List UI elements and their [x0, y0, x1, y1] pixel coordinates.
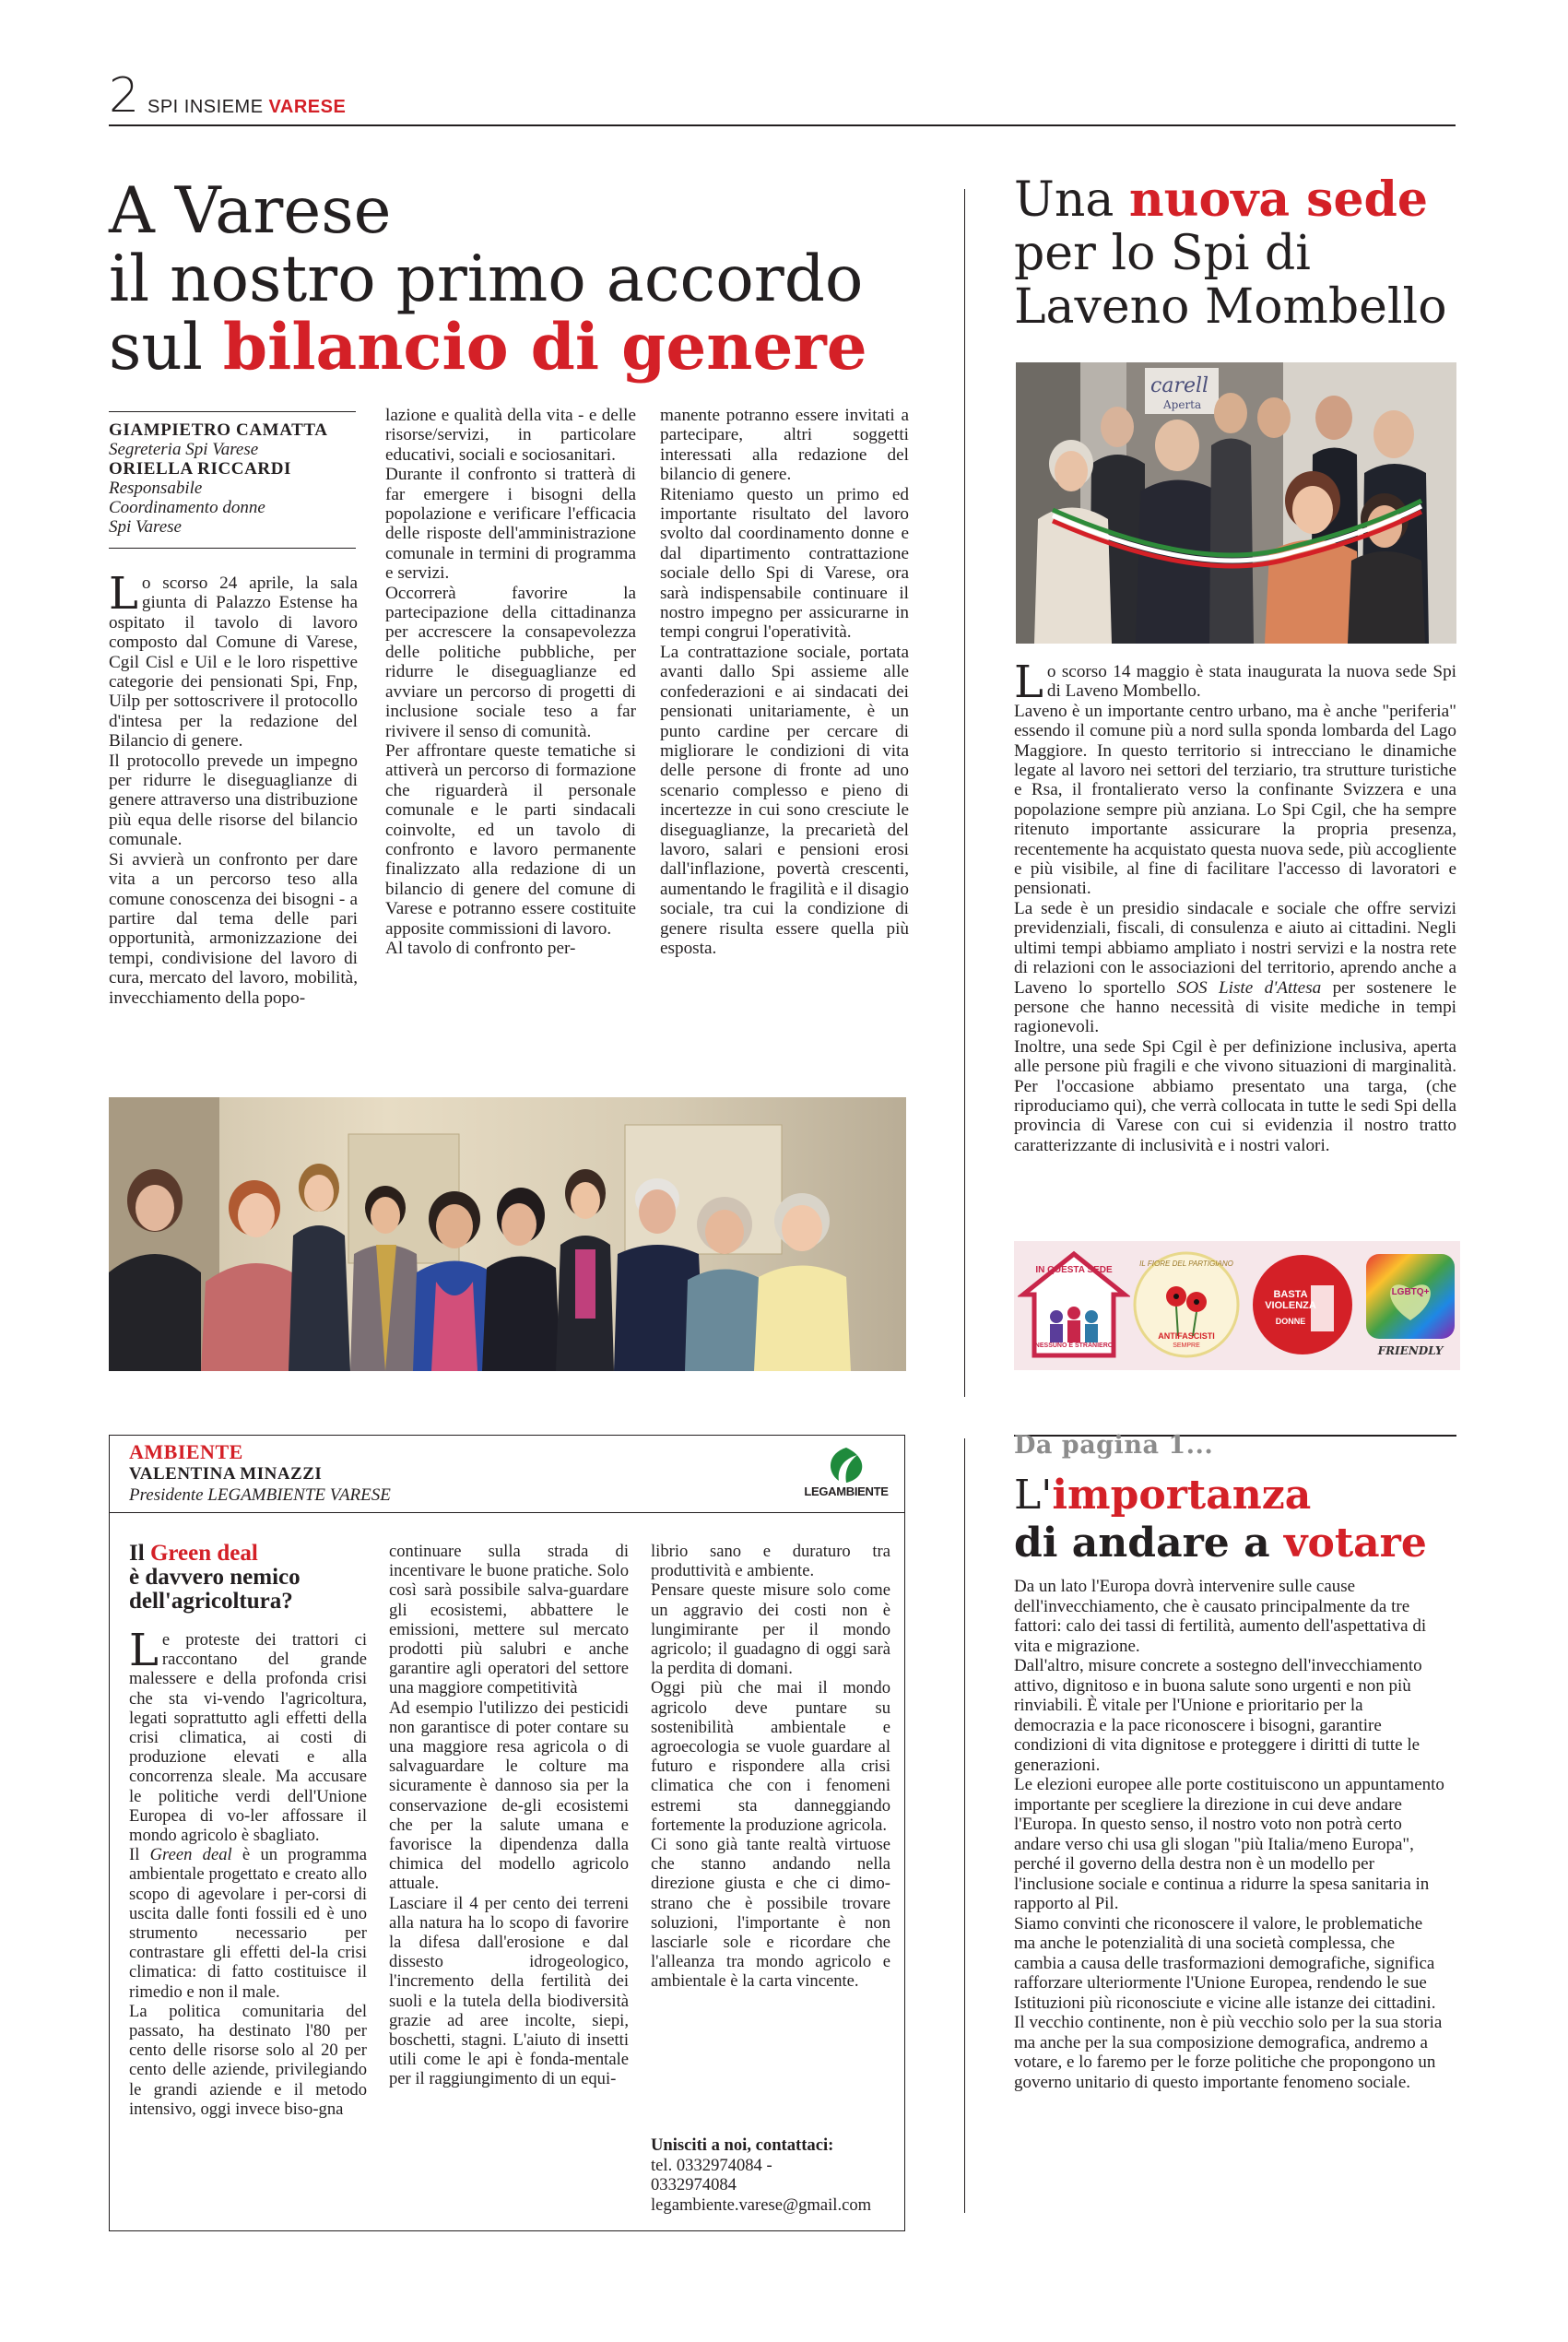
inauguration-photo: [1016, 362, 1456, 644]
paragraph: manente potranno essere invitati a partecipare, altri soggetti interessati alla redazione del bilancio di genere.: [660, 406, 909, 485]
paragraph: continuare sulla strada di incentivare le buone pratiche. Solo così sarà possibile salva-guardare gli ecosistemi, abbattere le emissioni, mettere sul mercato prodotti più salubri e anche garantire agli operatori del settore una maggiore competitività: [389, 1542, 629, 1698]
badge-basta-violenza: [1246, 1248, 1359, 1361]
paragraph: Siamo convinti che riconoscere il valore, le problematiche ma anche le potenzialità di una società complessa, che cambia a causa delle trasformazioni demografiche, significa rafforzare ulteriormente l'Unione Europea, rendendo le sue Istituzioni più riconosciute e vicine alle istanze dei cittadini.: [1014, 1913, 1436, 2013]
header-rule: [109, 124, 1456, 126]
importanza-headline-highlight: votare: [1283, 1520, 1427, 1567]
badge-text: IN QUESTA SEDE: [1035, 1265, 1113, 1275]
main-headline-highlight: bilancio di genere: [222, 310, 867, 384]
text-run: La sede è un presidio sindacale e sociale che offre servizi previdenziali, fiscali, di consulenza e aiuto ai cittadini. Negli ultimi tempi abbiamo ampliato i nostri servizi e la nostra rete di relazioni con le associazioni del territorio, aprendo anche a Laveno lo sportello: [1014, 898, 1456, 998]
ambiente-author-role: Presidente LEGAMBIENTE VARESE: [129, 1485, 391, 1505]
byline-rule-bottom: [109, 548, 356, 549]
svg-text:Aperta: Aperta: [1163, 398, 1202, 411]
page-number: 2: [109, 68, 140, 124]
author-role: Spi Varese: [109, 517, 182, 537]
badge-text: SEMPRE: [1173, 1343, 1200, 1349]
paragraph: Durante il confronto si tratterà di far emergere i bisogni della popolazione e verificare l'efficacia delle risposte dell'amministrazione comunale in termini di programma e servizi.: [385, 465, 636, 584]
paragraph: La contrattazione sociale, portata avanti dallo Spi assieme alle confederazioni e ai sindacati dei pensionati unitariamente, è un punto cardine per cercare di migliorare le condizioni di vita delle persone di fronte ad uno scenario complesso e pieno di incertezze in cui sono cresciute le diseguaglianze, la precarietà del lavoro, salari e pensioni erosi dall'inflazione, povertà crescenti, aumentando le fragilità e il disagio sociale, tra cui la condizione di genere risulta essere quella più esposta.: [660, 642, 909, 958]
paragraph: Dall'altro, misure concrete a sostegno dell'invecchiamento attivo, dignitoso e in buona salute sono urgenti e non più rinviabili. È vitale per l'Unione e prioritario per la democrazia e la pace riconoscere i bisogni, garantire condizioni di vita dignitose e proteggere i diritti di tutte le generazioni.: [1014, 1656, 1422, 1775]
paragraph: Per affrontare queste tematiche si attiverà un percorso di formazione che riguarderà il personale comunale e le parti sindacali coinvolte, ed un tavolo di confronto e lavoro permanente finalizzato alla redazione di un bilancio di genere del comune di Varese e potranno essere costituite apposite commissioni di lavoro.: [385, 740, 636, 939]
importanza-headline: [1014, 1472, 1466, 1567]
paragraph: Lasciare il 4 per cento dei terreni alla natura ha lo scopo di favorire la difesa dall'erosione e dal dissesto idrogeologico, l'incremento della fertilità dei suoli e la tutela della biodiversità grazie ad aree incolte, siepi, boschetti, stagni. L'aiuto di insetti utili come le api è fonda-mentale per il raggiungimento di un equi-: [389, 1893, 629, 2089]
badge-text: BASTA VIOLENZA: [1265, 1289, 1316, 1311]
paragraph: Il protocollo prevede un impegno per ridurre le diseguaglianze di genere attraverso una distribuzione più equa delle risorse del bilancio comunale.: [109, 751, 358, 850]
ambiente-column-1: [129, 1625, 367, 2119]
badge-text: NESSUNO È STRANIERO: [1034, 1343, 1114, 1349]
ambiente-column-2: [389, 1542, 629, 2089]
badge-nessuno-straniero: [1018, 1248, 1130, 1361]
paragraph: Lo scorso 14 maggio è stata inaugurata la nuova sede Spi di Laveno Mombello.: [1014, 656, 1456, 708]
paragraph: Pensare queste misure solo come un aggravio dei costi non è lungimirante per il mondo agricolo; il guadagno di oggi sarà la perdita di domani.: [651, 1580, 890, 1679]
svg-text:carell: carell: [1150, 374, 1209, 397]
text-run: per sostenere le persone che hanno necessità di visite mediche in tempi ragionevoli.: [1014, 977, 1456, 1037]
author-role: Segreteria Spi Varese: [109, 440, 259, 459]
ambiente-headline-line3: dell'agricoltura?: [129, 1589, 293, 1614]
ambiente-header-rule: [109, 1512, 905, 1513]
badge-text: ANTIFASCISTI: [1158, 1331, 1215, 1341]
sede-headline-line3: Laveno Mombello: [1014, 279, 1447, 335]
sede-headline-line1: [1014, 173, 1475, 227]
importanza-headline-highlight: importanza: [1052, 1472, 1312, 1519]
paragraph: Lo scorso 24 aprile, la sala giunta di Palazzo Estense ha ospitato il tavolo di lavoro composto dal Comune di Varese, Cgil Cisl e Uil e le loro rispettive categorie dei pensionati Spi, Fnp, Uilp per sottoscrivere il protocollo d'intesa per la redazione del Bilancio di genere.: [109, 568, 358, 751]
legambiente-logo: [800, 1444, 892, 1501]
ambiente-headline-line2: è davvero nemico: [129, 1565, 301, 1590]
group-photo: [109, 1097, 906, 1371]
author-role: Responsabile: [109, 479, 203, 498]
sede-headline-line2: per lo Spi di: [1014, 226, 1311, 281]
badge-lgbtq-friendly: [1361, 1248, 1460, 1361]
importanza-headline-pre: L': [1014, 1472, 1053, 1519]
ambiente-headline: [129, 1542, 369, 1614]
sede-headline-highlight: nuova sede: [1128, 172, 1428, 228]
author-name: ORIELLA RICCARDI: [109, 459, 292, 479]
main-article-column-1: [109, 568, 358, 1008]
paragraph: Ci sono già tante realtà virtuose che stanno andando nella direzione giusta e che ci dimo-strano che è possibile trovare soluzioni, l'importante è non lasciarle sole e ricordare che l'alleanza tra mondo agricolo e ambientale è la carta vincente.: [651, 1835, 890, 1992]
importanza-headline-line1: [1014, 1472, 1466, 1520]
main-headline: [109, 174, 938, 384]
paragraph: Le elezioni europee alle porte costituiscono un appuntamento importante per scegliere la direzione in cui deve andare l'Europa. In questo senso, il nostro voto non potrà certo andare verso chi usa gli slogan "più Italia/meno Europa", perché il governo della destra non è un modello per l'inclusione sociale e continua a ridurre la spesa sanitaria in rapporto al Pil.: [1014, 1775, 1444, 1913]
badge-text: IL FIORE DEL PARTIGIANO: [1139, 1260, 1233, 1268]
ambiente-headline-highlight: Green deal: [149, 1541, 258, 1566]
ambiente-author: VALENTINA MINAZZI: [129, 1464, 323, 1484]
sede-headline-plain: Una: [1014, 172, 1129, 228]
paragraph: Laveno è un importante centro urbano, ma è anche "periferia" essendo il comune più a nord sulla sponda lombarda del Lago Maggiore. In questo territorio si intrecciano le dinamiche legate al lavoro nei settori del terziario, tra strutture turistiche e Rsa, il frontalierato verso la confinante Svizzera e una popolazione sempre più anziana. Lo Spi Cgil, che ha sempre ritenuto importante assicurare la propria presenza, recentemente ha acquistato questa nuova sede, più accogliente e più visibile, al fine di facilitare l'accesso di lavoratori e pensionati.: [1014, 701, 1456, 899]
importanza-headline-plain: di andare a: [1014, 1520, 1284, 1567]
author-role: Coordinamento donne: [109, 498, 265, 517]
paragraph: Riteniamo questo un primo ed importante risultato del lavoro svolto dal coordinamento donne e dal dipartimento contrattazione sociale dello Spi di Varese, ora sarà indispensabile continuare il nostro impegno per assicurarne in tempi congrui l'operatività.: [660, 484, 909, 643]
badge-text: FRIENDLY: [1377, 1344, 1444, 1357]
paragraph: Da un lato l'Europa dovrà intervenire sulle cause dell'invecchiamento, che è causato principalmente da tre fattori: calo dei tassi di fertilità, aumento dell'aspettativa di vita e migrazione.: [1014, 1577, 1427, 1656]
main-article-column-3: [660, 406, 909, 958]
main-article-column-2: [385, 406, 636, 958]
paragraph: Ad esempio l'utilizzo dei pesticidi non garantisce di poter contare su una maggiore resa agricola o di salvaguardare le colture ma sicuramente è dannoso sia per la conservazione de-gli ecosistemi che per la salute umana e favorisce la dipendenza dalla chimica del modello agricolo attuale.: [389, 1697, 629, 1894]
paragraph: lazione e qualità della vita - e delle risorse/servizi, in particolare educativi, sociali e sociosanitari.: [385, 406, 636, 465]
paragraph: Il vecchio continente, non è più vecchio solo per la sua storia ma anche per la sua composizione demografica, andremo a votare, e lo faremo per le forze politiche che propongono un governo unitario di questo importante fenomeno sociale.: [1014, 2013, 1443, 2092]
paragraph: Al tavolo di confronto per-: [385, 938, 576, 958]
badge-antifascisti: [1130, 1248, 1243, 1361]
paragraph: Inoltre, una sede Spi Cgil è per definizione inclusiva, aperta alle persone più fragili e che vivono situazioni di marginalità. Per l'occasione abbiamo presentato una targa, (che riproduciamo qui), che verrà collocata in tutte le sedi Spi della provincia di Varese con cui si evidenzia il nostro tratto caratterizzante di inclusività e i nostri valori.: [1014, 1036, 1456, 1155]
paragraph: Oggi più che mai il mondo agricolo deve puntare su sostenibilità ambientale e agroecologia se vuole guardare al futuro e rispondere alla crisi climatica che con i fenomeni estremi sta danneggiando fortemente la produzione agricola.: [651, 1678, 890, 1835]
publication-name: SPI INSIEME: [147, 97, 264, 117]
masthead: [147, 97, 346, 118]
text-run: è un programma ambientale progettato e creato allo scopo di agevolare i per-corsi di uscita dalle fonti fossili ed è uno strumento necessario per contrastare gli effetti del-la crisi climatica: di fatto costituisce il rimedio e non il male.: [129, 1845, 367, 2002]
paragraph: Si avvierà un confronto per dare vita a un percorso teso alla comune conoscenza dei bisogni - a partire dal tema delle pari opportunità, armonizzazione dei tempi, condivisione del lavoro di cura, mercato del lavoro, mobilità, invecchiamento della popo-: [109, 849, 358, 1008]
contact-title: Unisciti a noi, contattaci:: [651, 2135, 834, 2155]
section-label: AMBIENTE: [129, 1440, 243, 1463]
edition-name: VARESE: [268, 97, 347, 117]
legambiente-logo-text: LEGAMBIENTE: [804, 1484, 889, 1498]
byline: [109, 420, 358, 537]
text-run: Il: [129, 1845, 150, 1865]
ambiente-contact: [651, 2135, 894, 2215]
author-name: GIAMPIETRO CAMATTA: [109, 420, 328, 440]
byline-rule-top: [109, 411, 356, 412]
sede-article-body: [1014, 656, 1456, 1155]
paragraph: Occorrerà favorire la partecipazione della cittadinanza per accrescere la consapevolezza delle politiche pubbliche, per ridurre le diseguaglianze ed avviare un percorso di progetti di inclusione sociale teso a far rivivere il senso di comunità.: [385, 583, 636, 741]
ambiente-headline-pre: Il: [129, 1541, 150, 1566]
paragraph: Le proteste dei trattori ci raccontano del grande malessere e della profonda crisi che sta vi-vendo l'agricoltura, legati soprattutto agli effetti della crisi climatica, ai costi di produzione elevati e alla concorrenza sleale. Ma accusare le politiche verdi dell'Unione Europea di vo-ler affossare il mondo agricolo è sbagliato.: [129, 1625, 367, 1846]
paragraph: La politica comunitaria del passato, ha destinato l'80 per cento delle risorse solo al 20 per cento delle aziende, privilegiando le grandi aziende e il metodo intensivo, oggi invece biso-gna: [129, 2001, 367, 2119]
sos-liste-attesa: SOS Liste d'Attesa: [1176, 977, 1322, 998]
badge-text: LGBTQ+: [1391, 1287, 1430, 1297]
continued-from-kicker: Da pagina 1...: [1014, 1431, 1214, 1460]
contact-email[interactable]: legambiente.varese@gmail.com: [651, 2194, 872, 2215]
main-headline-line2: il nostro primo accordo: [109, 242, 864, 316]
sede-headline: [1014, 173, 1475, 334]
ambiente-headline-line1: [129, 1542, 369, 1566]
column-divider-lower: [964, 1438, 965, 2213]
column-divider: [964, 189, 965, 1397]
paragraph: [129, 1845, 367, 2002]
badge-text: DONNE: [1275, 1317, 1306, 1326]
paragraph: [1014, 899, 1456, 1037]
contact-phone[interactable]: tel. 0332974084 -: [651, 2155, 772, 2175]
paragraph: librio sano e duraturo tra produttività e ambiente.: [651, 1542, 890, 1581]
ambiente-column-3: [651, 1542, 890, 1992]
contact-phone[interactable]: 0332974084: [651, 2175, 737, 2195]
green-deal-term: Green deal: [149, 1845, 232, 1865]
importanza-headline-line2: [1014, 1520, 1466, 1567]
importanza-body: [1014, 1577, 1447, 2092]
main-headline-line1: A Varese: [109, 174, 392, 248]
main-headline-line3: [109, 310, 938, 384]
main-headline-line3-plain: sul: [109, 311, 223, 384]
